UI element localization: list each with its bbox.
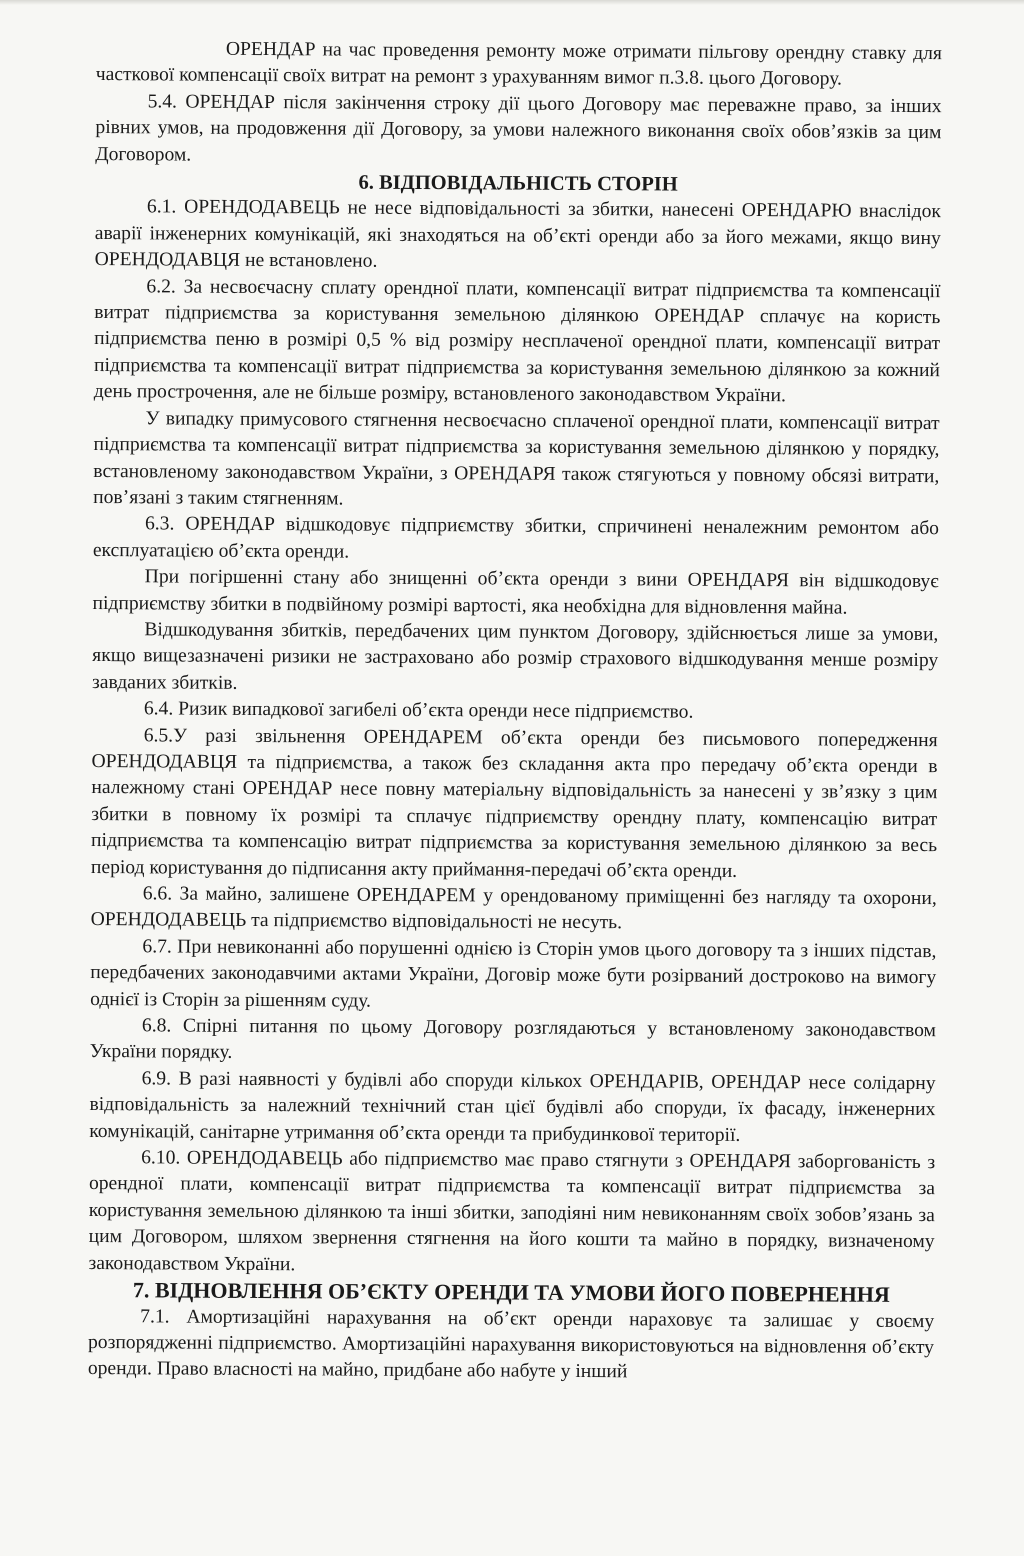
paragraph-7-1: 7.1. Амортизаційні нарахування на об’єкт оренди нараховує та залишає у своєму розпорядженні підприємство. Амортизаційні нарахування використовуються на відновлення об’єкту оренди. Право власності на майно, придбане або набуте у інший	[87, 1305, 935, 1383]
paragraph-6-10: 6.10. ОРЕНДОДАВЕЦЬ або підприємство має право стягнути з ОРЕНДАРЯ заборгованість з орендної плати, компенсації витрат підприємства та компенсації витрат підприємства за користування земельною ділянкою та інші збитки, заподіяні ним невиконанням своїх зобов’язань за цим Договором, шляхом звернення стягнення на його кошти та майно в порядку, визначеному законодавством України.	[88, 1147, 936, 1275]
paragraph-rent-discount: ОРЕНДАР на час проведення ремонту може отримати пільгову орендну ставку для часткової компенсації своїх витрат на ремонт з урахуванням вимог п.3.8. цього Договору.	[95, 38, 942, 90]
scan-top-edge	[0, 0, 1024, 5]
paragraph-6-3-damage: При погіршенні стану або знищенні об’єкта оренди з вини ОРЕНДАРЯ він відшкодовує підприємству збитки в подвійному розмірі вартості, яка необхідна для відновлення майна.	[92, 566, 939, 619]
paragraph-6-5: 6.5.У разі звільнення ОРЕНДАРЕМ об’єкта оренди без письмового попередження ОРЕНДОДАВЦЯ та підприємства, а також без складання акта про передачу об’єкта оренди в належному стані ОРЕНДАР несе повну матеріальну відповідальність за нанесені у зв’язку з цим збитки в повному їх розмірі та сплачує підприємству орендну плату, компенсацію витрат підприємства та компенсацію витрат підприємства за користування земельною ділянкою за весь період користування до підписання акту приймання-передачі об’єкта оренди.	[90, 724, 938, 882]
paragraph-6-8: 6.8. Спірні питання по цьому Договору розглядаються у встановленому законодавством України порядку.	[89, 1015, 937, 1064]
paragraph-6-2: 6.2. За несвоєчасну сплату орендної плати, компенсації витрат підприємства та компенсації витрат підприємства за користування земельною ділянкою ОРЕНДАР сплачує на користь підприємства пеню в розмірі 0,5 % від розміру несплаченої орендної плати, компенсації витрат підприємства та компенсації витрат підприємства за користування земельною ділянкою за кожний день прострочення, але не більше розміру, встановленого законодавством України.	[93, 275, 941, 407]
paragraph-6-2-enforcement: У випадку примусового стягнення несвоєчасно сплаченої орендної плати, компенсації витрат підприємства та компенсації витрат підприємства за користування земельною ділянкою у порядку, встановленому законодавством України, з ОРЕНДАРЯ також стягуються у повному обсязі витрати, пов’язані з таким стягненням.	[93, 407, 940, 510]
document-page	[88, 36, 942, 1388]
paragraph-6-7: 6.7. При невиконанні або порушенні однією із Сторін умов цього договору та з інших підстав, передбачених законодавчими актами України, Договір може бути розірваний достроково на вимогу однієї із Сторін за рішенням суду.	[90, 936, 937, 1012]
paragraph-6-1: 6.1. ОРЕНДОДАВЕЦЬ не несе відповідальності за збитки, нанесені ОРЕНДАРЮ внаслідок аварії інженерних комунікацій, які знаходяться на об’єкті оренди або за його межами, якщо вину ОРЕНДОДАВЦЯ не встановлено.	[94, 196, 942, 272]
paragraph-6-6: 6.6. За майно, залишене ОРЕНДАРЕМ у орендованому приміщенні без нагляду та охорони, ОРЕНДОДАВЕЦЬ та підприємство відповідальності не несуть.	[90, 883, 937, 934]
section-7-heading: 7. ВІДНОВЛЕННЯ ОБ’ЄКТУ ОРЕНДИ ТА УМОВИ ЙОГО ПОВЕРНЕННЯ	[132, 1277, 890, 1307]
section-6-heading: 6. ВІДПОВІДАЛЬНІСТЬ СТОРІН	[358, 171, 678, 196]
paragraph-6-3: 6.3. ОРЕНДАР відшкодовує підприємству збитки, спричинені неналежним ремонтом або експлуатацією об’єкта оренди.	[92, 513, 940, 563]
paragraph-5-4: 5.4. ОРЕНДАР після закінчення строку дії цього Договору має переважне право, за інших рівних умов, на продовження дії Договору, за умови належного виконання своїх обов’язків за цим Договором.	[95, 91, 942, 166]
paragraph-6-9: 6.9. В разі наявності у будівлі або споруди кількох ОРЕНДАРІВ, ОРЕНДАР несе солідарну відповідальність за належний технічний стан цієї будівлі або споруди, їх фасаду, інженерних комунікацій, санітарне утримання об’єкта оренди та прибудинкової території.	[89, 1068, 936, 1146]
paragraph-6-4: 6.4. Ризик випадкової загибелі об’єкта оренди несе підприємство.	[143, 698, 694, 723]
paragraph-6-3-compensation: Відшкодування збитків, передбачених цим пунктом Договору, здійснюється лише за умови, якщо вищезазначені ризики не застраховано або розмір страхового відшкодування менше розміру завданих збитків.	[91, 619, 939, 694]
